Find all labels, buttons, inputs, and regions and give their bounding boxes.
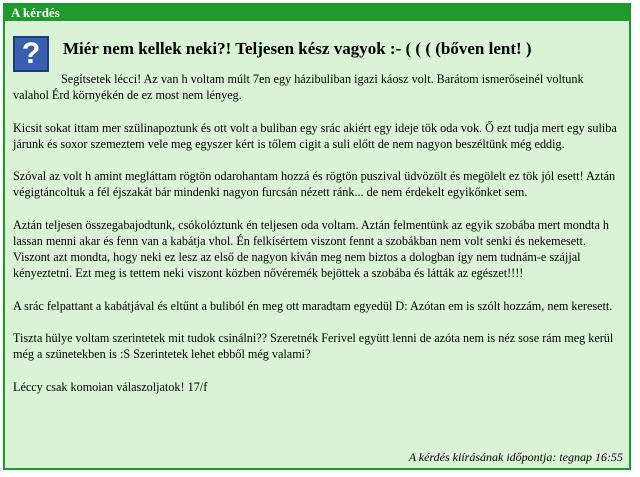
question-paragraph: Aztán teljesen összegabajodtunk, csókolóztunk én teljesen oda voltam. Aztán felmentünk az egyik szobába mert mondta h lassan menni akar és fenn van a kabátja vhol. Én felkísértem viszont fennt a szobákban nem volt senki és nekemesett. Viszont azt mondta, hogy neki ez lesz az első de nagyon kíván meg nem biztos a dologban így nem tudnám-e szájjal kényeztetni. Ezt meg is tettem neki viszont közben nővéremék bejöttek a szobába és látták az egészet!!!!	[13, 217, 609, 281]
panel-title: A kérdés	[5, 5, 629, 21]
question-content	[5, 21, 629, 468]
question-paragraph: A srác felpattant a kabátjával és eltűnt a buliból én meg ott maradtam egyedül D: Azótan em is szólt hozzám, nem keresett.	[13, 298, 613, 313]
question-panel	[3, 3, 631, 470]
question-paragraph: Léccy csak komoian válaszoljatok! 17/f	[13, 379, 208, 394]
question-mark-icon: ?	[13, 36, 49, 72]
question-paragraph: Segítsetek lécci! Az van h voltam múlt 7en egy házibuliban igazi káosz volt. Barátom ismerőseinél voltunk valahol Érd környékén de ez most nem lényeg.	[13, 72, 584, 103]
question-title: Miér nem kellek neki?! Teljesen kész vagyok :- ( ( ( (bőven lent! )	[63, 39, 532, 58]
question-paragraph: Kicsit sokat ittam mer szülinapoztunk és ott volt a buliban egy srác akiért egy ideje tök oda vok. Ő ezt tudja mert egy suliba járunk és soxor szemeztem vele meg egyszer kért is tőlem cigit a suli előtt de nem nagyon beszéltünk még eddig.	[13, 120, 617, 151]
posted-timestamp: A kérdés kiírásának időpontja: tegnap 16:55	[408, 450, 623, 464]
question-paragraph: Tiszta hülye voltam szerintetek mit tudok csinálni?? Szeretnék Ferivel együtt lenni de azóta nem is néz sose rám meg kerül még a szünetekben is :S Szerintetek lehet ebből még valami?	[13, 331, 614, 362]
question-body	[13, 71, 621, 411]
question-paragraph: Szóval az volt h amint megláttam rögtön odarohantam hozzá és rögtön puszival üdvözölt és megölelt ez tök jól esett! Aztán végigtáncoltuk a fél éjszakát bár mindenki nagyon furcsán nézett ránk... de nem érdekelt egyikőnket sem.	[13, 169, 616, 200]
